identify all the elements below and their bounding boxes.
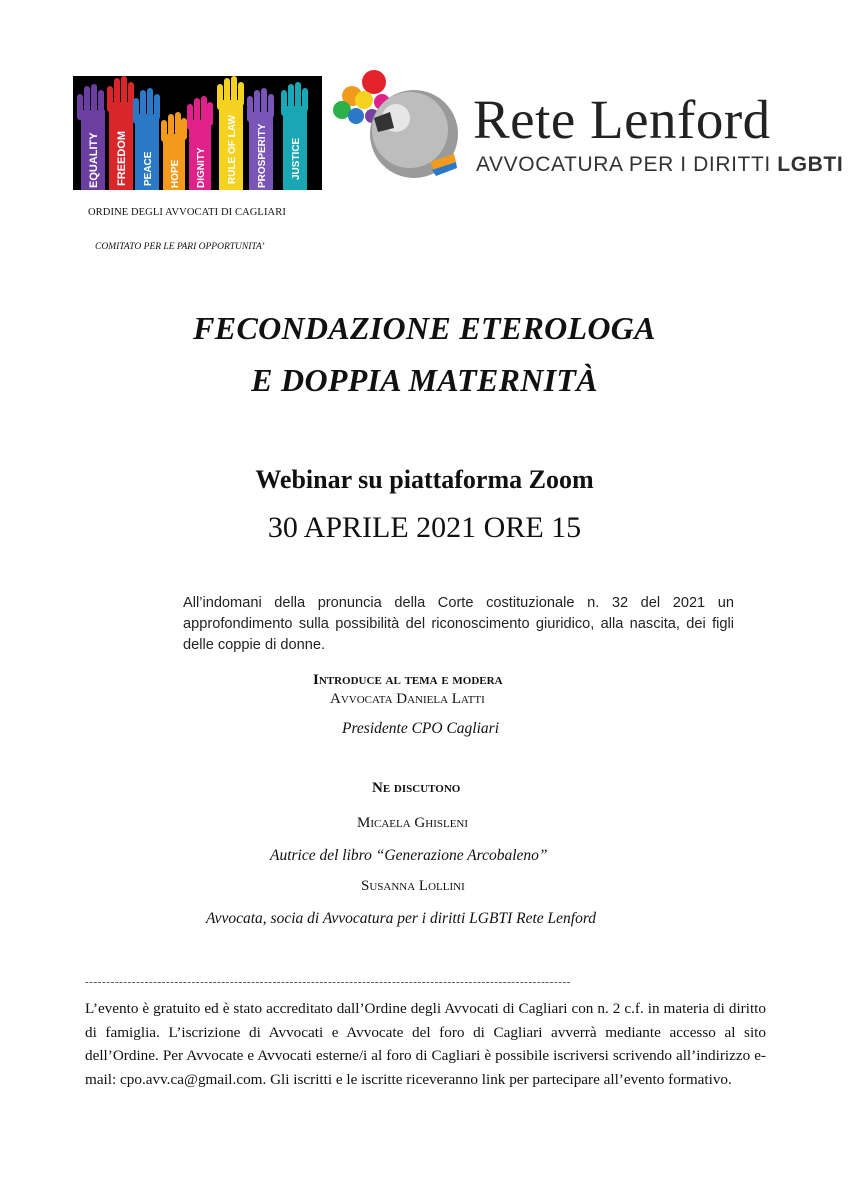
hand-violet (247, 88, 274, 190)
lenford-subtitle (476, 153, 843, 177)
hand-purple (77, 84, 105, 190)
webinar-platform: Webinar su piattaforma Zoom (255, 465, 594, 494)
moderator-label: Introduce al tema e modera (313, 672, 503, 688)
event-title-line-1: FECONDAZIONE ETEROLOGA (193, 310, 656, 346)
speaker-name: Micaela Ghisleni (357, 815, 469, 831)
speaker-role: Autrice del libro “Generazione Arcobaleno” (270, 847, 548, 864)
event-title-line-2: E DOPPIA MATERNITÀ (251, 362, 598, 398)
event-intro: All’indomani della pronuncia della Corte costituzionale n. 32 del 2021 un approfondimento sulla possibilità del riconoscimento giuridico, alla nascita, dei figli delle coppie di donne. (183, 595, 734, 653)
speaker-name: Susanna Lollini (361, 878, 465, 894)
committee-name: COMITATO PER LE PARI OPPORTUNITA’ (95, 242, 265, 252)
lenford-subtitle-bold: LGBTI (777, 153, 844, 176)
event-date: 30 APRILE 2021 ORE 15 (267, 511, 582, 544)
speakers-label: Ne discutono (372, 780, 461, 796)
hand-teal (281, 82, 308, 190)
hand-word-1: FREEDOM (116, 131, 128, 186)
hand-yellow (217, 76, 244, 190)
hand-word-3: HOPE (170, 159, 181, 188)
moderator-name: Avvocata Daniela Latti (330, 691, 485, 707)
footer-note: L’evento è gratuito ed è stato accreditato dall’Ordine degli Avvocati di Cagliari con n. 2 c.f. in materia di diritto di famiglia. L’iscrizione di Avvocati e Avvocate del foro di Cagliari avverrà mediante accesso al sito dell’Ordine. Per Avvocate e Avvocati esterne/i al foro di Cagliari è possibile iscriversi scrivendo all’indirizzo e-mail: cpo.avv.ca@gmail.com. Gli iscritti e le iscritte riceveranno link per partecipare all’evento formativo. (85, 1000, 766, 1088)
hand-word-0: EQUALITY (88, 132, 100, 188)
lenford-subtitle-regular: AVVOCATURA PER I DIRITTI (476, 153, 778, 176)
hand-word-6: PROSPERITY (257, 123, 268, 188)
lenford-title: Rete Lenford (473, 89, 771, 150)
hand-red (107, 76, 134, 190)
speaker-role: Avvocata, socia di Avvocatura per i diritti LGBTI Rete Lenford (206, 910, 597, 927)
moderator-role: Presidente CPO Cagliari (342, 720, 499, 737)
hand-blue (133, 88, 160, 190)
hand-pink (187, 96, 213, 190)
footer-divider: ------------------------------------------------------------------------------------------------------------------ (85, 976, 571, 988)
hand-orange (161, 112, 187, 190)
hand-word-2: PEACE (143, 151, 154, 186)
hand-word-4: DIGNITY (196, 147, 207, 188)
hand-word-7: JUSTICE (291, 137, 302, 180)
org-name: ORDINE DEGLI AVVOCATI DI CAGLIARI (88, 207, 286, 218)
rights-hands-logo (73, 76, 322, 190)
hand-word-5: RULE OF LAW (227, 115, 238, 184)
lenford-emblem-logo (330, 66, 460, 182)
